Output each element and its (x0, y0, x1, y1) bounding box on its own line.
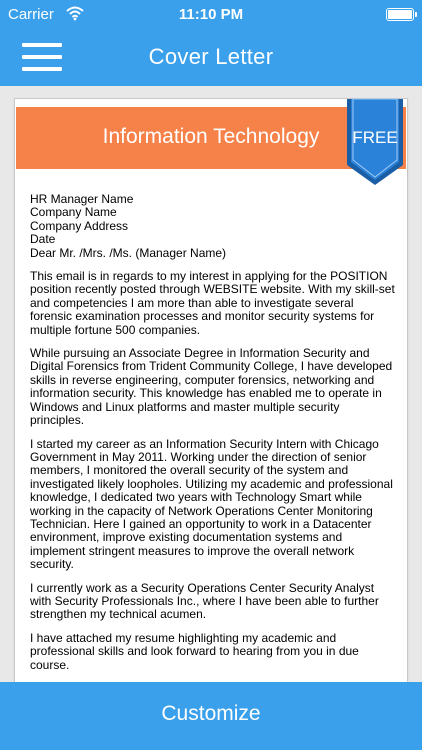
address-line: Company Address (30, 218, 129, 233)
address-line: HR Manager Name (30, 192, 134, 206)
letter-paragraph: I have attached my resume highlighting my academic and professional skills and look forward to hearing from you in due course. (30, 630, 359, 672)
battery-icon (386, 8, 414, 21)
letter-paragraph: I started my career as an Information Security Intern with Chicago Government in May 2011. Working under the direction of senior members, I monitored the overall security of the system and investigated likely loopholes. Utilizing my academic and professional knowledge, I dedicated two years with Technology Smart while working in the capacity of Network Operations Center Monitoring Technician. Here I gained an opportunity to work in a Datacenter environment, improve existing documentation systems and implement stringent measures to improve the overall network security. (30, 436, 393, 572)
salutation: Dear Mr. /Mrs. /Ms. (Manager Name) (30, 245, 227, 260)
letter-body (30, 193, 396, 685)
carrier-label: Carrier (8, 6, 54, 23)
customize-button[interactable]: Customize (0, 682, 422, 750)
nav-bar (0, 30, 422, 86)
address-block (30, 193, 396, 260)
free-badge (345, 99, 405, 187)
category-title: Information Technology (102, 125, 320, 148)
free-badge-label: FREE (352, 128, 398, 147)
clock: 11:10 PM (178, 6, 244, 23)
status-bar (0, 0, 422, 30)
cover-letter-card (14, 98, 408, 690)
letter-paragraph: While pursuing an Associate Degree in Information Security and Digital Forensics from Trident Community College, I have developed skills in reverse engineering, computer forensics, networking and information security. This knowledge has enabled me to operate in Windows and Linux platforms and master multiple security principles. (30, 346, 393, 428)
address-line: Company Name (30, 205, 117, 220)
letter-paragraph: This email is in regards to my interest in applying for the POSITION position recently posted through WEBSITE website. With my skill-set and competencies I am more than able to investigate several forensic examination processes and monitor security systems for multiple fortune 500 companies. (30, 269, 395, 337)
address-line: Date (30, 232, 56, 247)
page-title: Cover Letter (148, 44, 274, 69)
letter-paragraph: I currently work as a Security Operations Center Security Analyst with Security Professionals Inc., where I have been able to further strengthen my technical acumen. (30, 580, 379, 622)
